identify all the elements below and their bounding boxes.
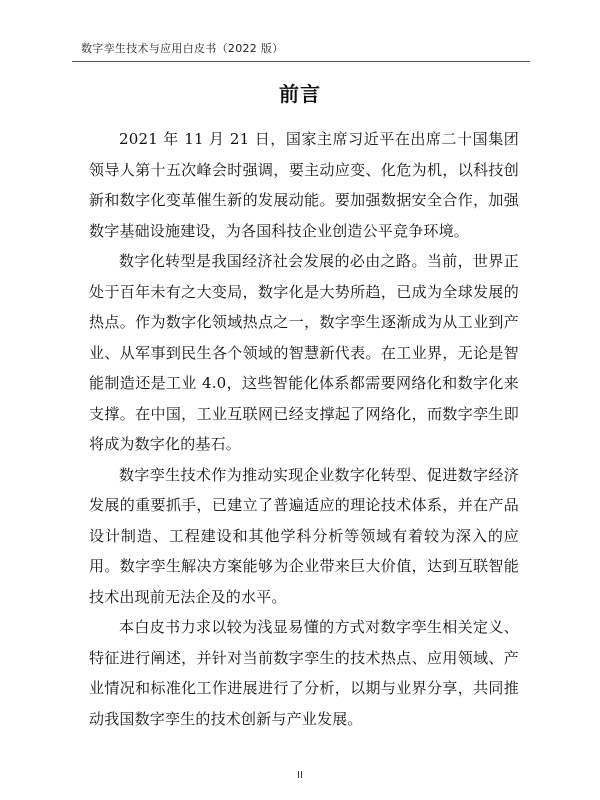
page-number: II <box>297 770 303 781</box>
page-title: 前言 <box>279 82 321 106</box>
body-text <box>89 124 519 734</box>
header-divider <box>72 61 530 62</box>
paragraph-3: 数字孪生技术作为推动实现企业数字化转型、促进数字经济发展的重要抓手，已建立了普遍适应的理论技术体系，并在产品设计制造、工程建设和其他学科分析等领域有着较为深入的应用。数字孪生解决方案能够为企业带来巨大价值，达到互联智能技术出现前无法企及的水平。 <box>89 465 519 606</box>
running-header: 数字孪生技术与应用白皮书（2022 版） <box>81 42 284 55</box>
paragraph-2: 数字化转型是我国经济社会发展的必由之路。当前，世界正处于百年未有之大变局，数字化是大势所趋，已成为全球发展的热点。作为数字化领域热点之一，数字孪生逐渐成为从工业到产业、从军事到民生各个领域的智慧新代表。在工业界，无论是智能制造还是工业 4.0，这些智能化体系都需要网络化和数字化来支撑。在中国，工业互联网已经支撑起了网络化，而数字孪生即将成为数字化的基石。 <box>89 252 519 453</box>
paragraph-4: 本白皮书力求以较为浅显易懂的方式对数字孪生相关定义、特征进行阐述，并针对当前数字孪生的技术热点、应用领域、产业情况和标准化工作进展进行了分析，以期与业界分享，共同推动我国数字孪生的技术创新与产业发展。 <box>89 618 519 728</box>
paragraph-1: 2021 年 11 月 21 日，国家主席习近平在出席二十国集团领导人第十五次峰会时强调，要主动应变、化危为机，以科技创新和数字化变革催生新的发展动能。要加强数据安全合作，加强数字基础设施建设，为各国科技企业创造公平竞争环境。 <box>89 130 519 240</box>
